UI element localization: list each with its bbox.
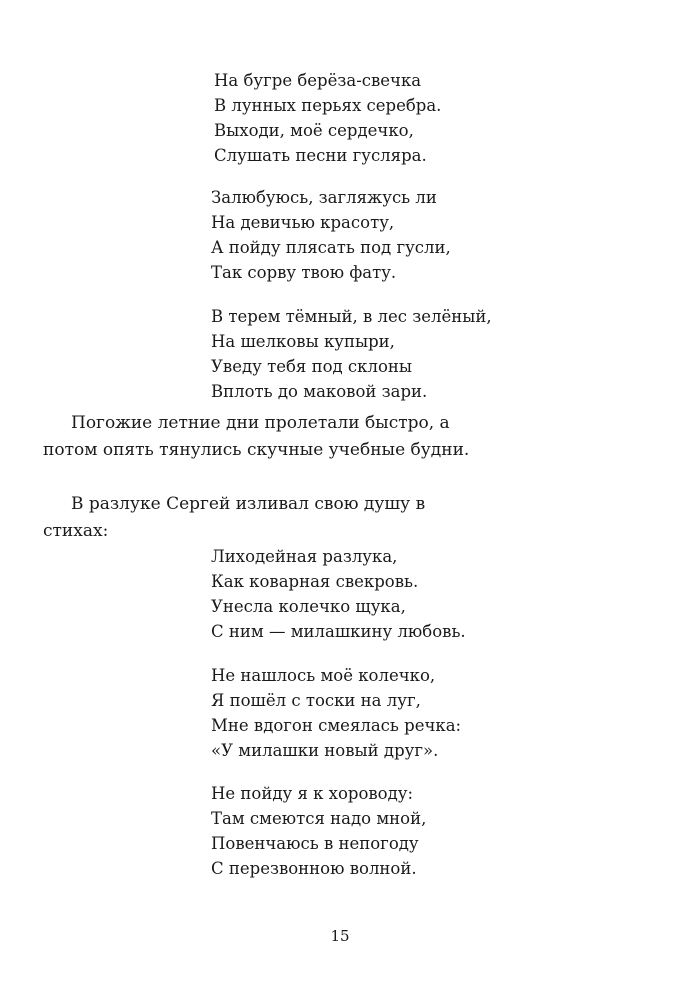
poem-line: На девичью красоту, (211, 213, 395, 232)
poem-line: На бугре берёза-свечка (214, 71, 422, 90)
poem-line: А пойду плясать под гусли, (211, 238, 451, 257)
poem1-stanza-2 (211, 185, 451, 285)
poem-line: Там смеются надо мной, (211, 809, 427, 828)
poem-line: В терем тёмный, в лес зелёный, (211, 307, 492, 326)
prose-paragraph-2: В разлуке Сергей изливал свою душу в стихах: (43, 494, 426, 541)
poem-line: Не пойду я к хороводу: (211, 784, 414, 803)
poem-line: Выходи, моё сердечко, (214, 121, 414, 140)
poem-line: Так сорву твою фату. (211, 263, 397, 282)
poem-line: Уведу тебя под склоны (211, 357, 413, 376)
prose-paragraph-1: Погожие летние дни пролетали быстро, а потом опять тянулись скучные учебные будни. (43, 413, 470, 460)
poem-line: С перезвонною волной. (211, 859, 417, 878)
poem1-stanza-3 (211, 304, 492, 404)
poem-line: Вплоть до маковой зари. (211, 382, 428, 401)
poem2-stanza-1 (211, 544, 466, 644)
poem2-stanza-3 (211, 781, 426, 881)
poem-line: С ним — милашкину любовь. (211, 622, 466, 641)
page-number: 15 (330, 927, 350, 945)
poem-line: На шелковы купыри, (211, 332, 395, 351)
poem-line: Слушать песни гусляра. (214, 146, 427, 165)
poem2-stanza-2 (211, 663, 461, 763)
poem-line: В лунных перьях серебра. (214, 96, 442, 115)
poem-line: Я пошёл с тоски на луг, (211, 691, 421, 710)
poem1-stanza-1 (214, 68, 441, 168)
poem-line: Повенчаюсь в непогоду (211, 834, 419, 853)
poem-line: Унесла колечко щука, (211, 597, 406, 616)
poem-line: «У милашки новый друг». (211, 741, 439, 760)
poem-line: Залюбуюсь, загляжусь ли (211, 188, 437, 207)
poem-line: Лиходейная разлука, (211, 547, 398, 566)
poem-line: Мне вдогон смеялась речка: (211, 716, 462, 735)
poem-line: Не нашлось моё колечко, (211, 666, 436, 685)
poem-line: Как коварная свекровь. (211, 572, 419, 591)
